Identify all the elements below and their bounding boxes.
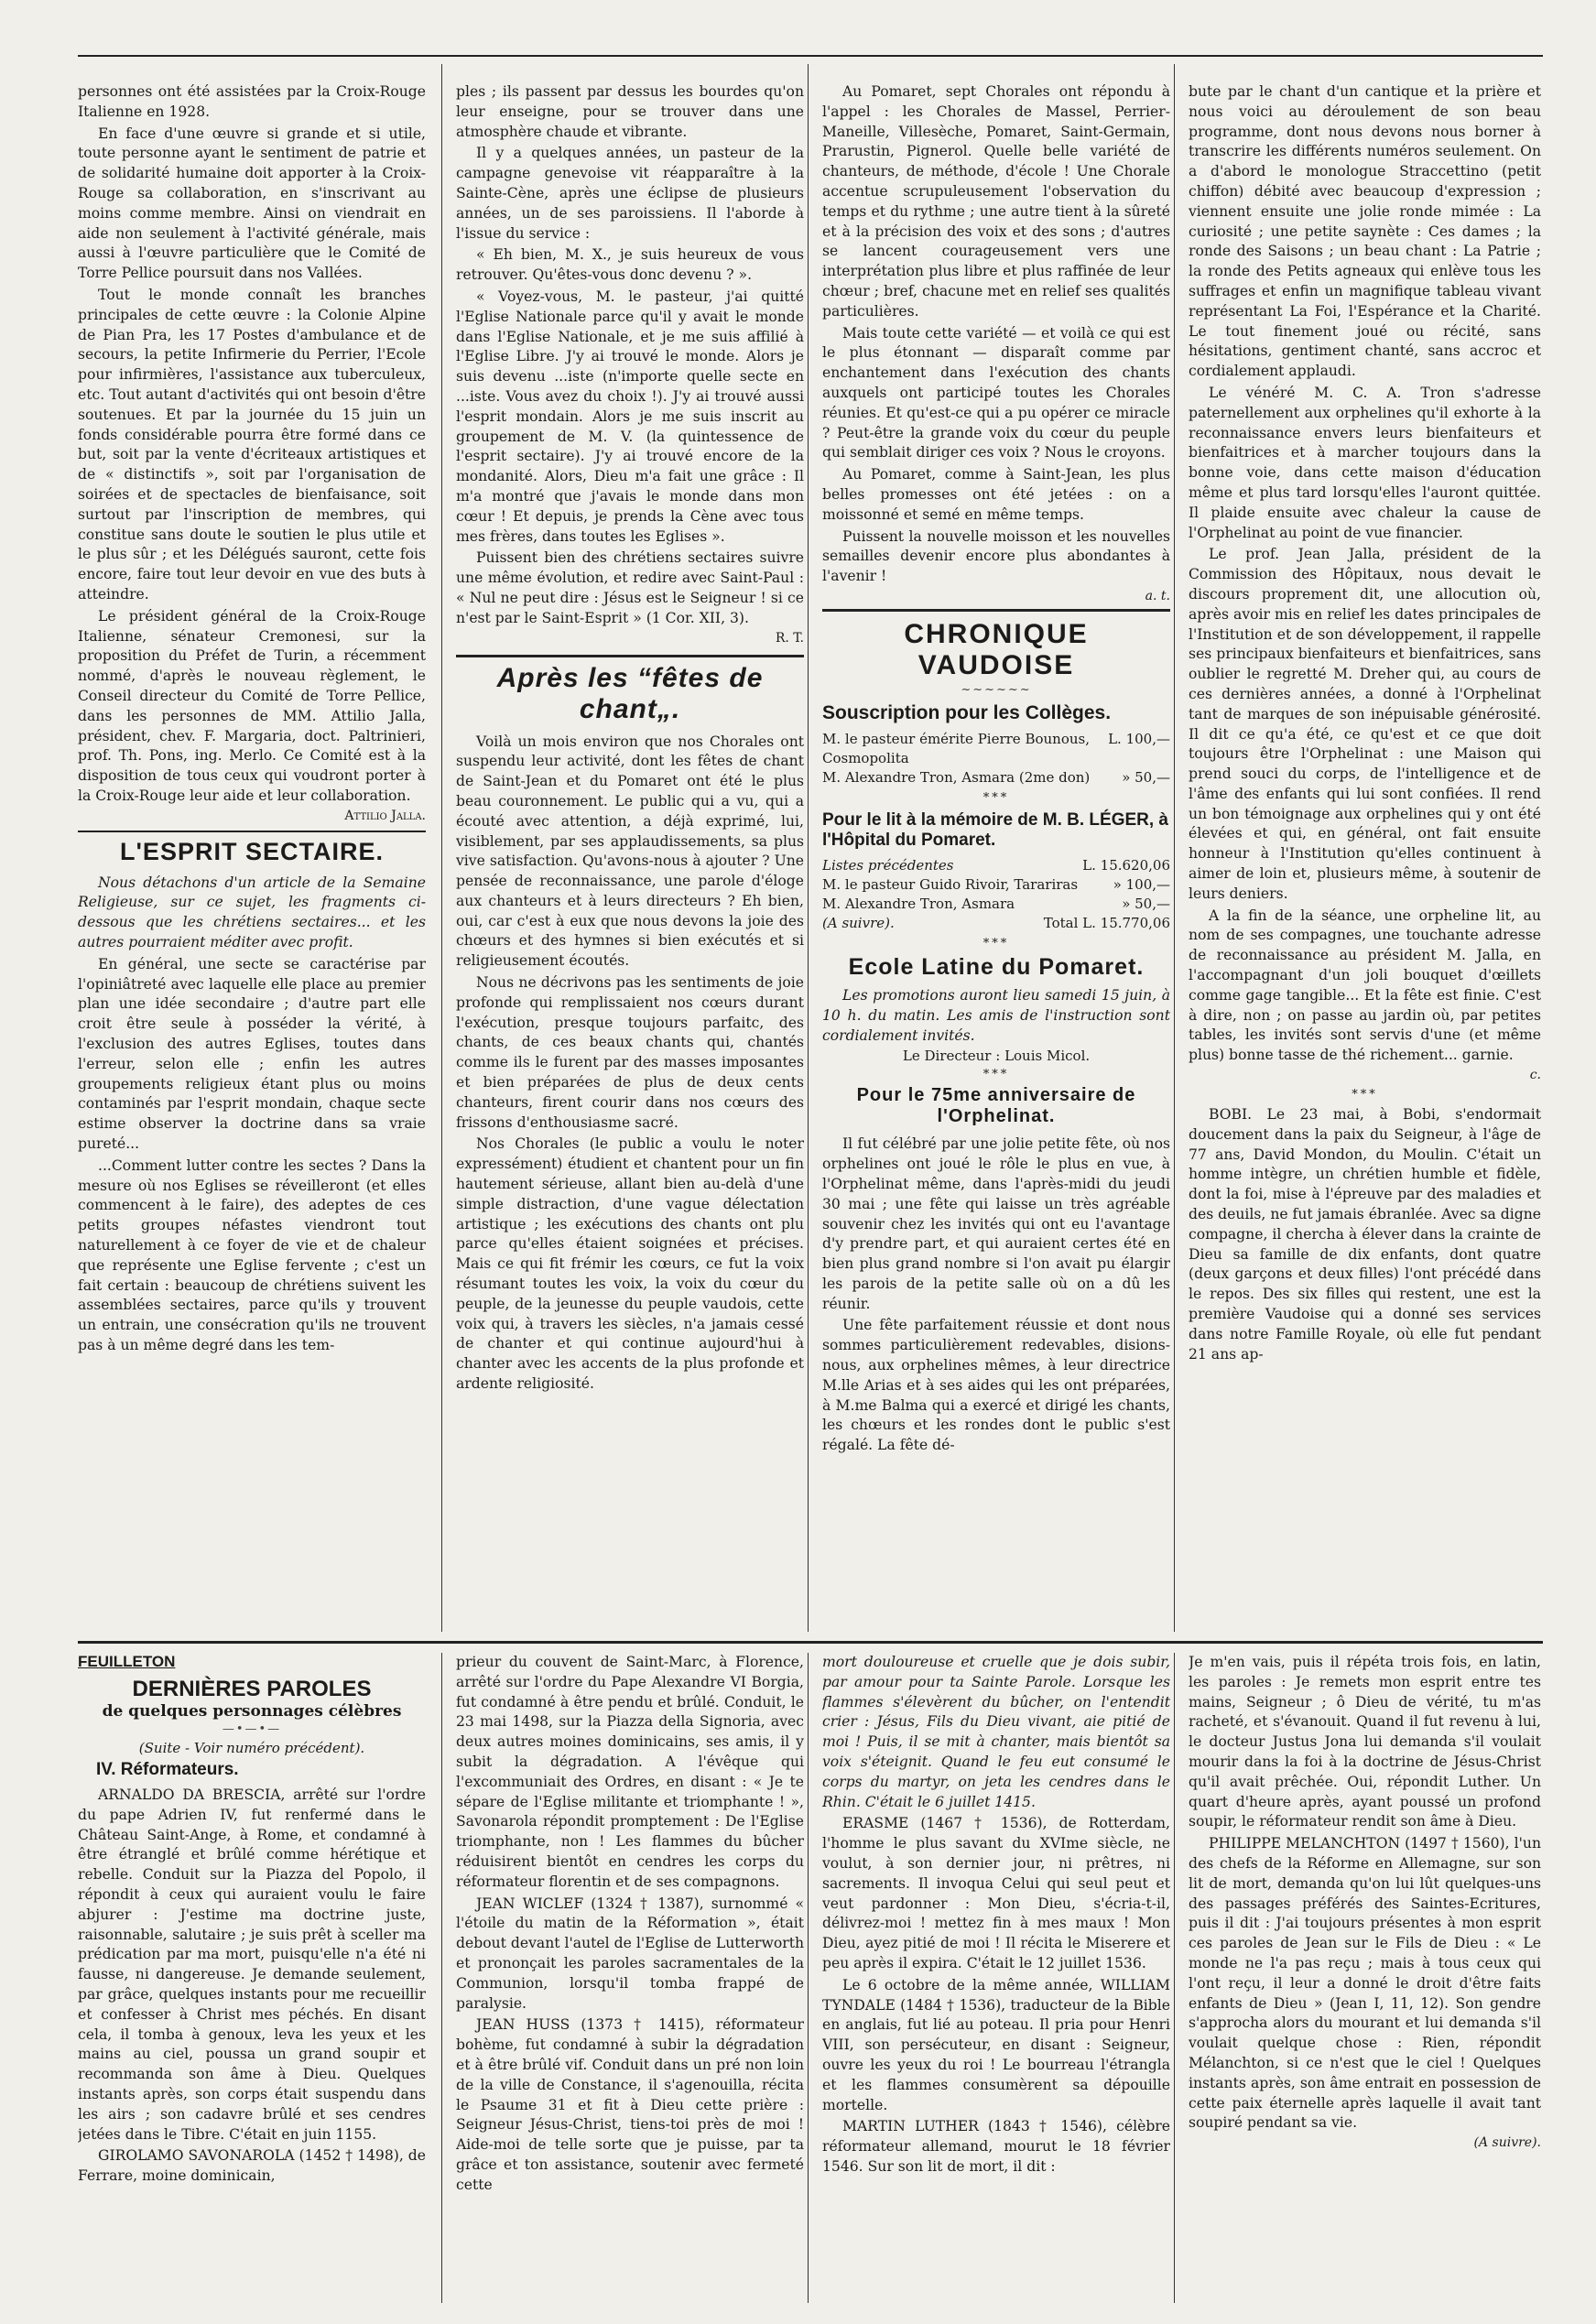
list-item <box>822 730 1170 768</box>
article-text: A la fin de la séance, une orpheline lit, au nom de ses compagnes, une touchante adresse de reconnaissance au président M. Jalla, en l'accompagnant d'un joli bouquet d'œillets comme gage tangible... Et la fête est finie. C'est à dire, non ; on passe au jardin où, par petites tables, les invités sont servis d'une (et même plus) bonne tasse de thé richement... garnie. <box>1189 907 1541 1064</box>
ecole-latine-title: Ecole Latine du Pomaret. <box>848 953 1145 980</box>
article-text: Une fête parfaitement réussie et dont nous sommes particulièrement redevables, disions-nous, aux orphelines mêmes, à leur directrice M.lle Arias et à ses aides qui les ont préparées, à M.me Balma qui a exercé et dirigé les chants, les chœurs et les rondes dont le public s'est régalé. La fête dé- <box>822 1317 1170 1454</box>
souscription-title: Souscription pour les Collèges. <box>822 701 1112 723</box>
ornament: —•—•— <box>222 1722 282 1736</box>
column-rule <box>441 1653 442 2303</box>
feuilleton-text: Je m'en vais, puis il répéta trois fois, en latin, les paroles : Je remets mon esprit entre tes mains, Seigneur ; ô Dieu de vérité, tu m'as racheté, et s'évanouit. Quand il fut revenu à lui, le docteur Justus Jona lui demanda s'il voulait mourir dans la foi à la doctrine de Jésus-Christ qu'il avait prêchée. Oui, répondit Luther. Un quart d'heure après, ayant poussé un profond soupir, le réformateur rendit son âme à Dieu. <box>1189 1654 1541 1830</box>
a-suivre: (A suivre). <box>1473 2135 1541 2151</box>
donor-name: Listes précédentes <box>822 856 954 874</box>
chronique-vaudoise-title: CHRONIQUE VAUDOISE <box>904 618 1089 680</box>
feuilleton-section: IV. Réformateurs. <box>96 1760 239 1779</box>
orphelinat-title: Pour le 75me anniversaire de l'Orphelinat. <box>856 1085 1136 1127</box>
feuilleton-text: ERASME (1467 † 1536), de Rotterdam, l'homme le plus savant du XVIme siècle, ne voulut, à son dernier jour, ni prêtres, ni sacrements. Il invoqua Celui qui seul peut et veut pardonner : Mon Dieu, s'écria-t-il, délivrez-moi ! mettez fin à mes maux ! Mon Dieu, ayez pitié de moi ! Il récita le Miserere et peu après il expira. C'était le 12 juillet 1536. <box>822 1815 1170 1971</box>
column-2 <box>456 82 804 1634</box>
article-text: Puissent la nouvelle moisson et les nouvelles semailles devenir encore plus abondantes à l'avenir ! <box>822 527 1170 585</box>
article-text: « Voyez-vous, M. le pasteur, j'ai quitté l'Eglise Nationale parce qu'il y avait le monde dans l'Eglise Nationale, et je me suis affilié à l'Eglise Libre. J'y ai trouvé le monde. Alors je suis devenu ...iste (n'importe quelle secte en ...iste. Vous avez du choix !). J'y ai trouvé aussi l'esprit mondain. Alors je me suis inscrit au groupement de M. V. (la quintessence de l'esprit sectaire). J'y ai trouvé encore de la mondanité. Alors, Dieu m'a fait une grâce : Il m'a montré que j'avais le monde dans mon cœur ! Et depuis, je prends la Cène avec tous mes frères, dans toutes les Eglises ». <box>456 288 804 545</box>
article-text: Le vénéré M. C. A. Tron s'adresse paternellement aux orphelines qu'il exhorte à la reconnaissance envers leurs bienfaiteurs et bienfaitrices et à marcher toujours dans la bonne voie, dans cette maison d'éducation même et plus tard lorsqu'elles l'auront quittée. Il plaide ensuite avec chaleur la cause de l'Orphelinat au point de vue financier. <box>1189 384 1541 541</box>
fetes-de-chant-title: Après les “fêtes de chant„. <box>496 662 764 724</box>
feuilleton-label: FEUILLETON <box>78 1653 176 1670</box>
article-text: Nos Chorales (le public a voulu le noter expressément) étudient et chantent pour un fin hautement sérieuse, allant bien au-delà d'une simple distraction, d'une vague délectation artistique ; les exécutions des chants ont plu parce qu'elles étaient soignées et précises. Mais ce qui fit frémir les cœurs, ce fut la voix résumant toutes les voix, la voix du cœur du peuple, de la jeunesse du peuple vaudois, cette voix qui, à travers les siècles, n'a jamais cessé de chanter et qui continue aujourd'hui à chanter avec les accents de la plus profonde et ardente religiosité. <box>456 1135 804 1393</box>
article-text: Au Pomaret, comme à Saint-Jean, les plus belles promesses ont été jetées : on a moissonné et semé en même temps. <box>822 466 1170 523</box>
feuilleton-text: JEAN WICLEF (1324 † 1387), surnommé « l'étoile du matin de la Réformation », était debout devant l'autel de l'Eglise de Lutterworth et prononçait les paroles sacramentales de la Communion, lorsqu'il tomba frappé de paralysie. <box>456 1895 804 2012</box>
newspaper-page <box>78 55 1543 2308</box>
separator-stars: *** <box>983 936 1010 950</box>
feuilleton-column-1 <box>78 1653 426 2308</box>
article-text: Le prof. Jean Jalla, président de la Commission des Hôpitaux, nous devait le discours proprement dit, une allocution où, après avoir mis en relief les dates principales de l'Institution et de son développement, il rappelle ses principaux bienfaiteurs et bienfaitrices, sans oublier le regretté M. Dreher qui, au cours de ces dernières années, a donné à l'Orphelinat tant de marques de son inépuisable générosité. Il dit ce qu'a été, ce qu'est et ce que doit toujours être l'Orphelinat : une Maison qui prend souci du corps, de l'intelligence et de l'âme des enfants qui lui sont confiées. Il rend un bon témoignage aux orphelines qui y ont été élevées et qui, en général, ont fait ensuite honneur à l'Institution qu'elles continuent à aimer de loin et, plusieurs même, à soutenir de leurs deniers. <box>1189 546 1541 902</box>
article-text: bute par le chant d'un cantique et la prière et nous voici au déroulement de son beau programme, dont nous devons nous borner à transcrire les différents numéros seulement. On a d'abord le monologue Straccettino (petit chiffon) débité avec beaucoup d'expression ; viennent ensuite une jolie ronde mimée : La curiosité ; une petite saynète : Ces dames ; la ronde des Saisons ; un beau chant : La Patrie ; la ronde des Petits agneaux qui enlève tous les suffrages et enfin un magnifique tableau vivant représentant La Foi, l'Espérance et la Charité. Le tout finement joué ou récité, sans hésitations, gentiment chanté, sans accroc et cordialement applaudi. <box>1189 83 1541 380</box>
list-item <box>822 875 1170 895</box>
donor-name: M. Alexandre Tron, Asmara <box>822 895 1015 912</box>
article-text: Le président général de la Croix-Rouge Italienne, sénateur Cremonesi, sur la proposition du Préfet de Turin, a récemment nommé, d'après le nouveau règlement, le Conseil directeur du Comité de Torre Pellice, dans les personnes de MM. Attilio Jalla, président, chev. F. Margaria, doct. Paltrinieri, prof. Th. Pons, ing. Merlo. Ce Comité est à la disposition de tous ceux qui voudront porter à la Croix-Rouge leur aide et leur collaboration. <box>78 607 426 804</box>
separator-stars: *** <box>983 1068 1010 1082</box>
signature: Attilio Jalla. <box>344 808 426 823</box>
list-item <box>822 856 1170 875</box>
donor-name: (A suivre). <box>822 914 895 931</box>
article-text: Les promotions auront lieu samedi 15 juin, à 10 h. du matin. Les amis de l'instruction sont cordialement invités. <box>822 986 1170 1044</box>
section-rule <box>456 655 804 657</box>
lit-memoire-title: Pour le lit à la mémoire de M. B. LÉGER, à l'Hôpital du Pomaret. <box>822 809 1168 850</box>
donor-amount: » 100,— <box>1113 875 1170 893</box>
feuilleton-column-2 <box>456 1653 804 2308</box>
feuilleton-text: JEAN HUSS (1373 † 1415), réformateur bohème, fut condamné à subir la dégradation et à être brûlé vif. Conduit dans un pré non loin de la ville de Constance, il s'agenouilla, récita le Psaume 31 et fit à Dieu cette prière : Seigneur Jésus-Christ, tiens-toi près de moi ! Aide-moi de telle sorte que je puisse, par ta grâce et ton assistance, soutenir avec fermeté cette <box>456 2016 804 2193</box>
feuilleton-text: MARTIN LUTHER (1843 † 1546), célèbre réformateur allemand, mourut le 18 février 1546. Sur son lit de mort, il dit : <box>822 2118 1170 2175</box>
feuilleton-text: mort douloureuse et cruelle que je dois subir, par amour pour ta Sainte Parole. Lorsque les flammes s'élevèrent du bûcher, on l'entendit crier : Jésus, Fils du Dieu vivant, aie pitié de moi ! Puis, il se mit à chanter, mais bientôt sa voix s'éteignit. Quand le feu eut consumé le corps du martyr, on jeta les cendres dans le Rhin. C'était le 6 juillet 1415. <box>822 1654 1170 1810</box>
article-text: Il fut célébré par une jolie petite fête, où nos orphelines ont joué le rôle le plus en vue, à l'Orphelinat même, dans l'après-midi du jeudi 30 mai ; une fête qui laisse un très agréable souvenir chez les invités qui ont eu l'avantage d'y prendre part, et qui auraient certes été en bien plus grand nombre si l'on avait pu élargir les parois de la petite salle où on a dû les réunir. <box>822 1135 1170 1312</box>
article-text: ...Comment lutter contre les sectes ? Dans la mesure où nos Eglises se réveilleront (et elles commencent à le faire), des adeptes de ces petits groupes néfastes viendront tout naturellement à ce foyer de vie et de chaleur que représente une Eglise fervente ; c'est un fait certain : beaucoup de chrétiens suivent les assemblées sectaires, parce qu'ils y trouvent un entrain, une consécration qu'ils ne trouvent pas à un même degré dans les tem- <box>78 1157 426 1354</box>
article-text: ples ; ils passent par dessus les bourdes qu'on leur enseigne, pour se trouver dans une atmosphère chaude et vibrante. <box>456 83 804 140</box>
article-text: En général, une secte se caractérise par l'opiniâtreté avec laquelle elle place au premier plan une idée secondaire ; d'autre part elle croit être seule à posséder la vérité, à l'exclusion des autres Eglises, toutes dans l'erreur, selon elle ; enfin les autres groupements religieux étant plus ou moins contaminés par l'esprit mondain, chaque secte estime observer la doctrine dans sa vraie pureté... <box>78 955 426 1153</box>
article-text: BOBI. Le 23 mai, à Bobi, s'endormait doucement dans la paix du Seigneur, à l'âge de 77 ans, David Mondon, du Moulin. C'était un homme intègre, un chrétien humble et fidèle, dont la foi, mise à l'épreuve par des maladies et des deuils, ne fut jamais ébranlée. Avec sa digne compagne, il chercha à élever dans la crainte de Dieu sa famille de dix enfants, dont quatre (deux garçons et deux filles) l'ont précédé dans le repos. Des six filles qui restent, une est la première Vaudoise qui a donné ses services dans notre Famille Royale, où elle fut pendant 21 ans ap- <box>1189 1106 1541 1363</box>
article-intro: Nous détachons d'un article de la Semaine Religieuse, sur ce sujet, les fragments ci-dessous que les chrétiens sectaires... et les autres pourraient méditer avec profit. <box>78 874 426 951</box>
column-rule <box>808 1653 809 2303</box>
ornament: ~~~~~~ <box>961 682 1032 697</box>
article-text: Au Pomaret, sept Chorales ont répondu à l'appel : les Chorales de Massel, Perrier-Maneille, Villesèche, Pomaret, Saint-Germain, Prarustin, Pignerol. Quelle belle variété de chanteurs, de méthode, d'école ! Une Chorale accentue scrupuleusement l'observation du temps et du rythme ; une autre tient à la sûreté et à la précision des voix et des sons ; d'autres se lancent courageusement vers une interprétation plus libre et plus raffinée de leur chœur ; bref, chacune met en relief ses qualités particulières. <box>822 83 1170 320</box>
donor-amount: L. 15.620,06 <box>1082 856 1170 874</box>
feuilleton-column-4 <box>1189 1653 1541 2308</box>
list-item <box>822 914 1170 933</box>
article-text: personnes ont été assistées par la Croix-Rouge Italienne en 1928. <box>78 83 426 120</box>
feuilleton-text: Le 6 octobre de la même année, WILLIAM TYNDALE (1484 † 1536), traducteur de la Bible en anglais, fut lié au poteau. Il pria pour Henri VIII, son persécuteur, en disant : Seigneur, ouvre les yeux du roi ! Le bourreau l'étrangla et les flammes consumèrent sa dépouille mortelle. <box>822 1976 1170 2113</box>
feuilleton-suite: (Suite - Voir numéro précédent). <box>138 1740 365 1756</box>
list-item <box>822 895 1170 914</box>
column-rule <box>441 64 442 1632</box>
signature: R. T. <box>775 630 804 646</box>
article-text: Nous ne décrivons pas les sentiments de joie profonde qui remplissaient nos cœurs durant l'exécution, presque toujours parfaitc, des chants, de ces beaux chants qui, chantés comme ils le furent par des masses imposantes et bien préparées de plus de deux cents chanteurs, firent courir dans nos cœurs des frissons d'enthousiasme sacré. <box>456 974 804 1131</box>
signature: a. t. <box>1145 588 1170 603</box>
column-3 <box>822 82 1170 1634</box>
feuilleton-text: ARNALDO DA BRESCIA, arrêté sur l'ordre du pape Adrien IV, fut renfermé dans le Château Saint-Ange, à Rome, et condamné à être étranglé et brûlé comme hérétique et rebelle. Conduit sur la Piazza del Popolo, il répondit à ceux qui auraient voulu le faire abjurer : J'estime ma doctrine juste, raisonnable, salutaire ; je suis prêt à sceller ma prédication par ma mort, puisqu'elle n'a été ni fausse, ni dangereuse. Je demande seulement, par grâce, quelques instants pour me recueillir et confesser à Christ mes péchés. En disant cela, il tomba à genoux, leva les yeux et les mains au ciel, poussa un grand soupir et recommanda son âme à Dieu. Quelques instants après, son corps était suspendu dans les airs ; son cadavre brûlé et ses cendres jetées dans le Tibre. C'était en juin 1155. <box>78 1786 426 2143</box>
article-text: En face d'une œuvre si grande et si utile, toute personne ayant le sentiment de patrie et de solidarité humaine doit apporter à la Croix-Rouge sa collaboration, en s'inscrivant au moins comme membre. Ainsi on viendrait en aide non seulement à l'activité générale, mais aussi à l'œuvre particulière que le Comité de Torre Pellice poursuit dans nos Vallées. <box>78 125 426 282</box>
section-rule <box>78 831 426 832</box>
section-rule <box>822 609 1170 612</box>
feuilleton-rule <box>78 1641 1543 1644</box>
signature: Le Directeur : Louis Micol. <box>902 1048 1091 1065</box>
column-rule <box>1174 64 1175 1632</box>
donor-name: M. le pasteur Guido Rivoir, Tarariras <box>822 875 1079 893</box>
donor-amount: » 50,— <box>1122 768 1170 786</box>
article-text: Voilà un mois environ que nos Chorales ont suspendu leur activité, dont les fêtes de chant de Saint-Jean et du Pomaret ont été le plus beau couronnement. Le public qui a vu, qui a écouté avec attention, a déjà exprimé, lui, visiblement, par ses applaudissements, sa plus vive satisfaction. Qu'avons-nous à ajouter ? Une pensée de reconnaissance, une parole d'éloge aux chanteurs et à leurs directeurs ? Eh bien, oui, car c'est à eux que nous devons la joie des chœurs et des hymnes si bien exécutés et si religieusement écoutés. <box>456 733 804 970</box>
signature: c. <box>1529 1068 1541 1083</box>
feuilleton-subtitle: de quelques personnages célèbres <box>102 1702 402 1721</box>
feuilleton-title: DERNIÈRES PAROLES <box>132 1677 372 1701</box>
article-text: « Eh bien, M. X., je suis heureux de vous retrouver. Qu'êtes-vous donc devenu ? ». <box>456 246 804 284</box>
feuilleton-text: prieur du couvent de Saint-Marc, à Florence, arrêté sur l'ordre du Pape Alexandre VI Borgia, fut condamné à être pendu et brûlé. Conduit, le 23 mai 1498, sur la Piazza della Signoria, avec deux autres moines dominicains, ses amis, il y subit la dégradation. A l'évêque qui l'excommuniait des Ordres, en disant : « Je te sépare de l'Eglise militante et triomphante ! », Savonarola répondit promptement : De l'Eglise triomphante, non ! Les flammes du bûcher réduisirent bientôt en cendres les corps du réformateur florentin et de ses compagnons. <box>456 1654 804 1890</box>
esprit-sectaire-title: L'ESPRIT SECTAIRE. <box>120 837 384 865</box>
feuilleton-column-3 <box>822 1653 1170 2308</box>
donor-name: M. le pasteur émérite Pierre Bounous, Cosmopolita <box>822 730 1090 766</box>
separator-stars: *** <box>983 790 1010 805</box>
list-item <box>822 768 1170 787</box>
column-rule <box>808 64 809 1632</box>
feuilleton-text: GIROLAMO SAVONAROLA (1452 † 1498), de Ferrare, moine dominicain, <box>78 2147 426 2185</box>
article-text: Mais toute cette variété — et voilà ce qui est le plus étonnant — disparaît comme par enchantement dans l'exécution des chants auxquels ont participé toutes les Chorales réunies. Et qu'est-ce qui a pu opérer ce miracle ? Peut-être la grande voix du cœur du peuple qui semblait diriger ces voix ? Nous le croyons. <box>822 324 1170 462</box>
column-4 <box>1189 82 1541 1634</box>
donor-amount: » 50,— <box>1122 895 1170 912</box>
separator-stars: *** <box>1352 1088 1378 1102</box>
donor-amount: L. 100,— <box>1108 730 1170 747</box>
donor-name: M. Alexandre Tron, Asmara (2me don) <box>822 768 1091 786</box>
article-text: Puissent bien des chrétiens sectaires suivre une même évolution, et redire avec Saint-Paul : « Nul ne peut dire : Jésus est le Seigneur ! si ce n'est par le Saint-Esprit » (1 Cor. XII, 3). <box>456 549 804 626</box>
article-text: Tout le monde connaît les branches principales de cette œuvre : la Colonie Alpine de Pian Pra, les 17 Postes d'ambulance et de secours, la petite Infirmerie du Perrier, l'Ecole pour infirmières, l'assistance aux tuberculeux, etc. Tout autant d'activités qui ont besoin d'être soutenues. Et par la journée du 15 juin un fonds considérable pourra être formé dans ce but, soit par la vente d'écriteaux artistiques et de « distinctifs », soit par l'organisation de soirées et de spectacles de bienfaisance, soit surtout par l'inscription de membres, qui constitue sans doute le soutien le plus utile et le plus sûr ; et les Délégués sauront, cette fois encore, faire tout leur devoir en vue des buts à atteindre. <box>78 286 426 603</box>
article-text: Il y a quelques années, un pasteur de la campagne genevoise vit réapparaître à la Sainte-Cène, après une éclipse de plusieurs années, un de ses paroissiens. Il l'aborde à l'issue du service : <box>456 145 804 242</box>
feuilleton-text: PHILIPPE MELANCHTON (1497 † 1560), l'un des chefs de la Réforme en Allemagne, sur son lit de mort, demanda qu'on lui lût quelques-uns des passages préférés des Saintes-Ecritures, puis il dit : J'ai toujours présentes à mon esprit ces paroles de Jean sur le Fils de Dieu : « Le monde ne l'a pas reçu ; mais à tous ceux qui l'ont reçu, il leur a donné le droit d'être faits enfants de Dieu » (Jean I, 11, 12). Son gendre s'approcha alors du mourant et lui demanda s'il voulait quelque chose : Rien, répondit Mélanchton, si ce n'est que le ciel ! Quelques instants après, son âme entrait en possession de cette paix éternelle après laquelle il avait tant soupiré pendant sa vie. <box>1189 1835 1541 2132</box>
column-rule <box>1174 1653 1175 2303</box>
total-amount: Total L. 15.770,06 <box>1043 914 1170 931</box>
top-rule <box>78 55 1543 57</box>
column-1 <box>78 82 426 1634</box>
